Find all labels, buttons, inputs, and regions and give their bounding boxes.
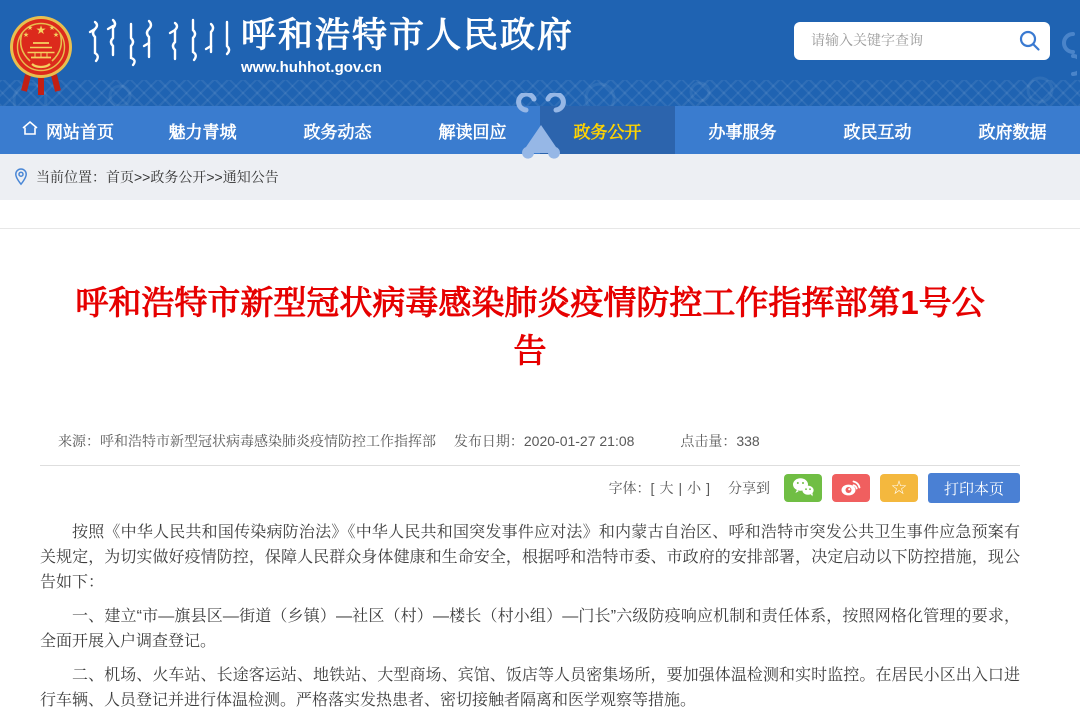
search-input[interactable] [809,22,1007,58]
meta-source: 呼和浩特市新型冠状病毒感染肺炎疫情防控工作指挥部 [100,433,436,449]
article-body [40,520,1020,713]
meta-divider [40,465,1020,466]
search-icon[interactable] [1019,30,1041,57]
svg-text:★: ★ [52,31,60,39]
font-size-small-button[interactable]: 小 [687,480,702,496]
main-nav [0,106,1080,154]
nav-label: 政务动态 [303,122,372,142]
share-label: 分享到 [727,480,770,496]
favorite-button[interactable] [880,474,918,502]
svg-text:★: ★ [48,24,56,32]
nav-label: 网站首页 [46,122,114,142]
nav-item-services[interactable] [675,106,810,154]
home-icon [21,120,39,141]
nav-item-govt-data[interactable] [945,106,1080,154]
nav-item-govt-disclosure[interactable] [540,106,675,154]
search-box [794,22,1050,60]
site-header [0,0,1080,106]
meta-date: 2020-01-27 21:08 [523,433,635,449]
nav-label: 魅力青城 [168,122,237,142]
national-emblem [8,5,74,104]
star-icon: ☆ [890,476,908,499]
svg-text:★: ★ [35,23,47,37]
nav-item-interpretation[interactable] [405,106,540,154]
wechat-icon [791,476,815,501]
breadcrumb-label: 当前位置： [36,169,106,185]
nav-label: 政务公开 [573,122,642,142]
paragraph: 二、机场、火车站、长途客运站、地铁站、大型商场、宾馆、饭店等人员密集场所，要加强体温检测和实时监控。在居民小区出入口进行车辆、人员登记并进行体温检测。严格落实发热患者、密切接触者隔离和医学观察等措施。 [40,667,1020,709]
article-meta [58,431,1020,451]
nav-label: 解读回应 [438,122,507,142]
paragraph: 按照《中华人民共和国传染病防治法》《中华人民共和国突发事件应对法》和内蒙古自治区、呼和浩特市突发公共卫生事件应急预案有关规定，为切实做好疫情防控，保障人民群众身体健康和生命安全，根据呼和浩特市委、市政府的安排部署，决定启动以下防控措施，现公告如下： [40,524,1020,591]
paragraph: 一、建立“市—旗县区—街道（乡镇）—社区（村）—楼长（村小组）—门长”六级防疫响应机制和责任体系，按照网格化管理的要求，全面开展入户调查登记。 [40,608,1020,650]
nav-item-interaction[interactable] [810,106,945,154]
site-name: 呼和浩特市人民政府 [241,16,575,55]
nav-item-home[interactable] [0,106,135,154]
nav-label: 办事服务 [708,122,777,142]
location-pin-icon [14,168,28,186]
share-wechat-button[interactable] [784,474,822,502]
nav-label: 政府数据 [978,122,1047,142]
nav-label: 政民互动 [843,122,912,142]
print-button[interactable]: 打印本页 [928,473,1020,503]
meta-hits: 338 [736,433,760,449]
weibo-icon [839,476,863,501]
site-url: www.huhhot.gov.cn [241,59,382,76]
content-top-border [0,228,1080,229]
mongolian-script [86,16,236,87]
font-label-suffix: ] [706,480,710,496]
share-weibo-button[interactable] [832,474,870,502]
breadcrumb-path[interactable]: 首页>>政务公开>>通知公告 [106,169,279,185]
svg-text:★: ★ [26,24,34,32]
breadcrumb [0,154,1080,200]
nav-item-govt-news[interactable] [270,106,405,154]
article-toolbar [40,472,1020,504]
nav-item-charming-qingcheng[interactable] [135,106,270,154]
meta-hits-label: 点击量： [680,433,737,449]
font-label: 字体：[ [608,480,655,496]
meta-source-label: 来源： [58,433,100,449]
header-swirl-decoration [1055,28,1077,78]
font-size-control [609,478,710,498]
svg-text:★: ★ [22,31,30,39]
font-size-large-button[interactable]: 大 [659,480,674,496]
site-banner [241,16,574,76]
font-separator: | [678,480,683,496]
meta-date-label: 发布日期： [453,433,524,449]
article [0,279,1080,713]
article-title: 呼和浩特市新型冠状病毒感染肺炎疫情防控工作指挥部第1号公告 [75,284,985,369]
